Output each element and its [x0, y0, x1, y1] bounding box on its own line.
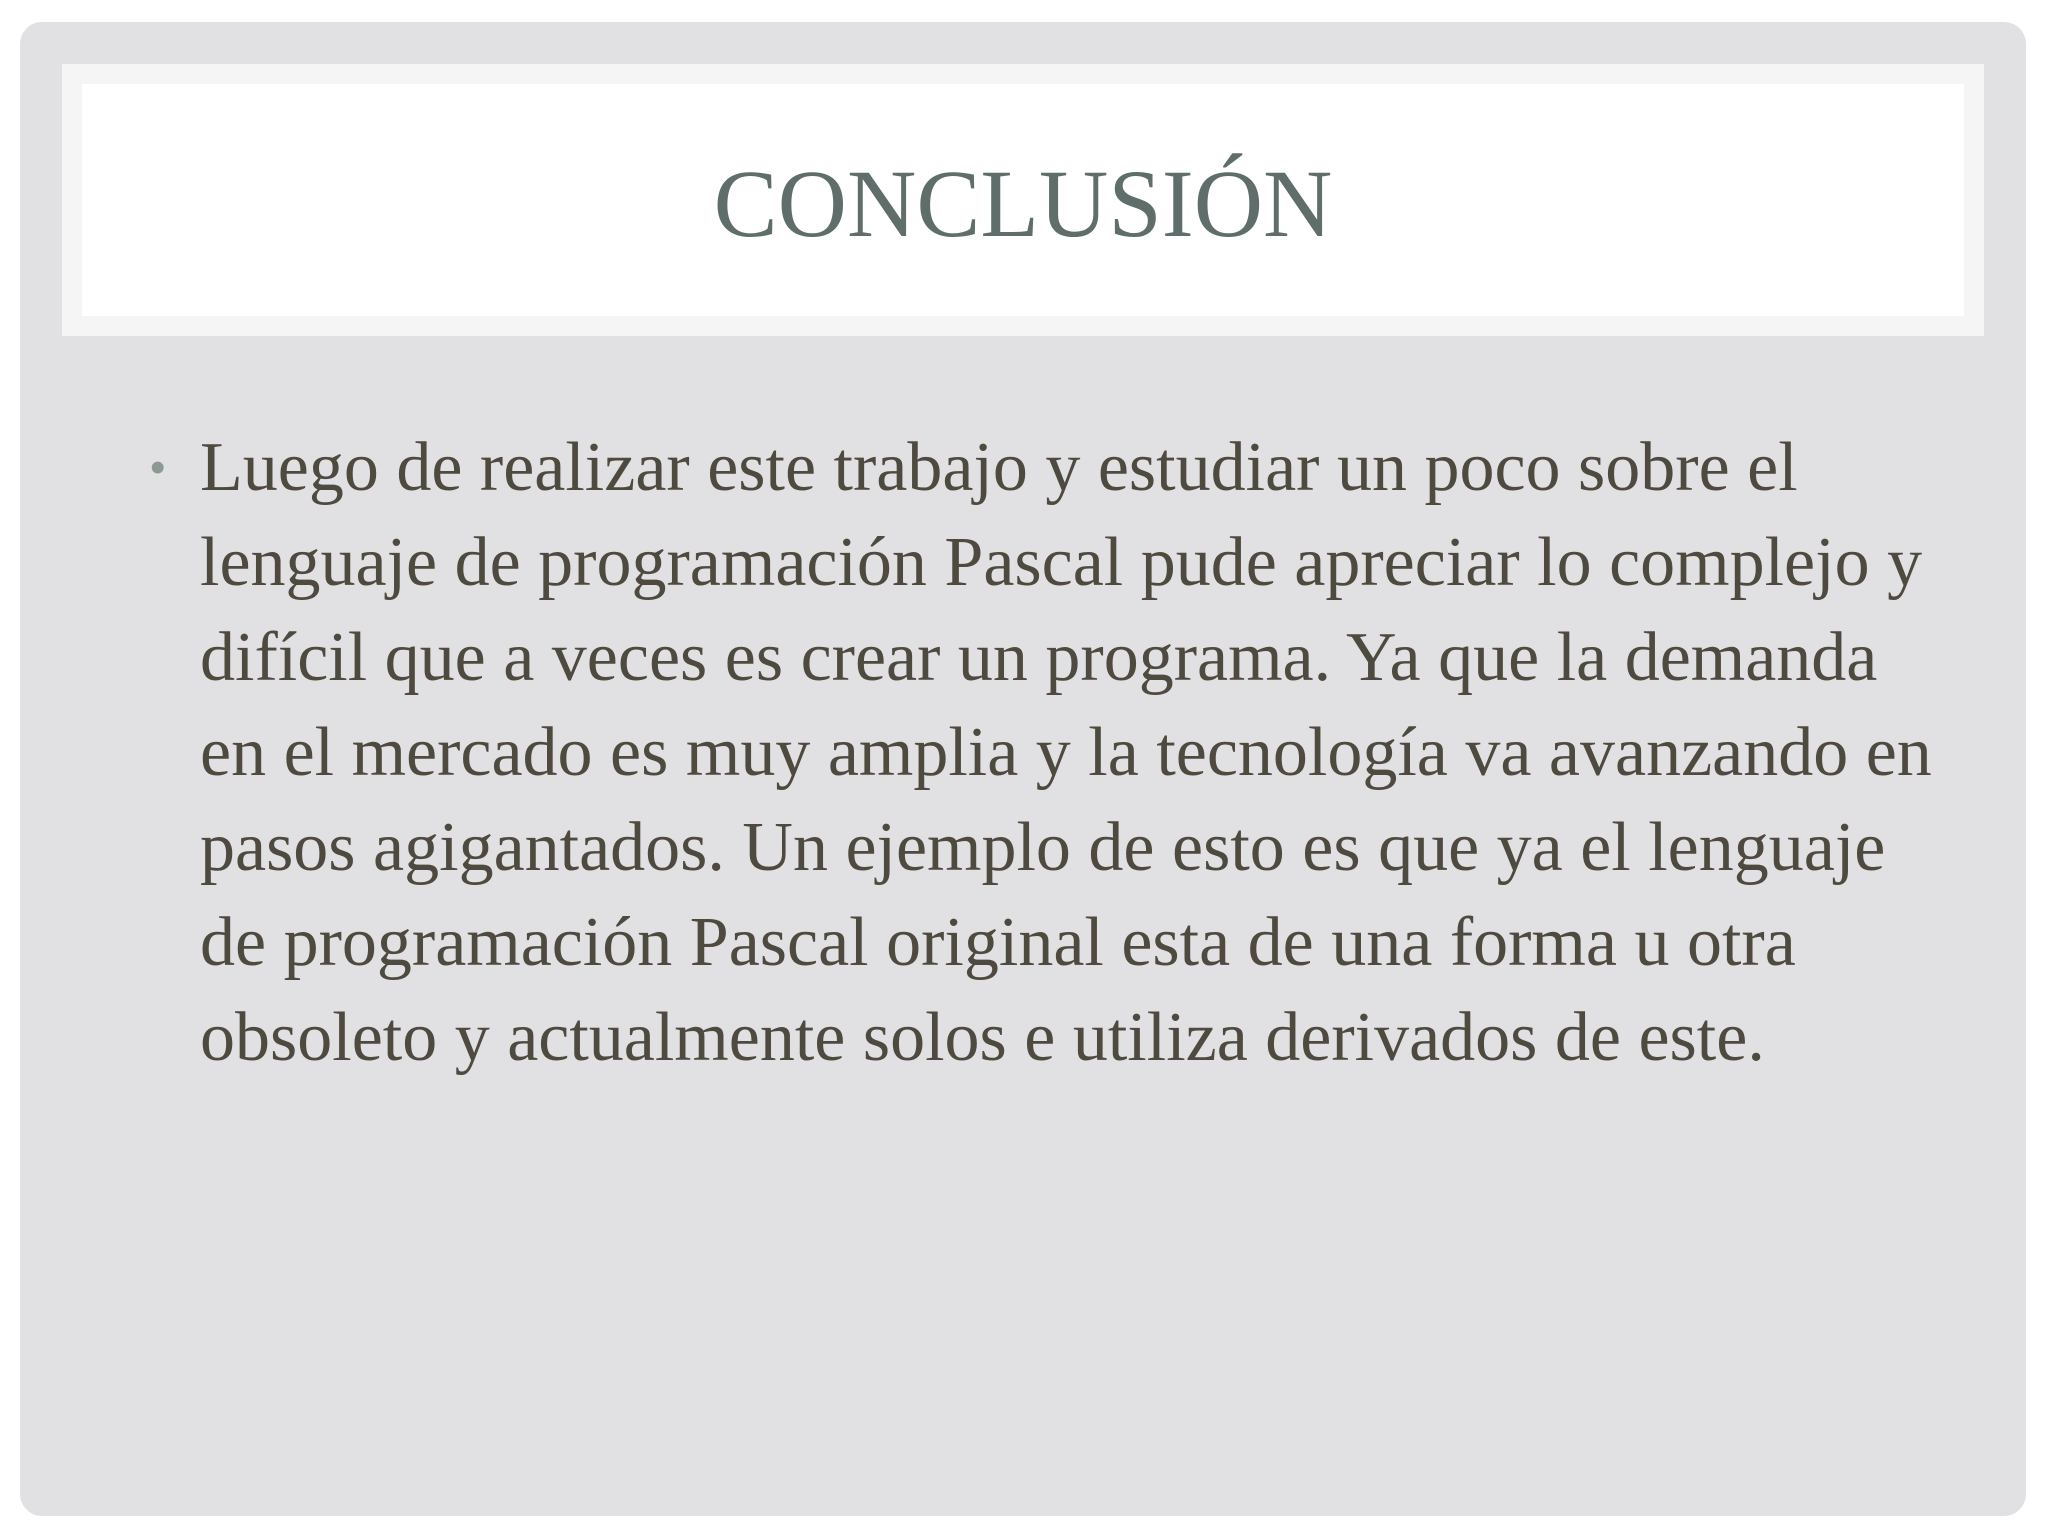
- bullet-text: Luego de realizar este trabajo y estudiar un poco sobre el lenguaje de programación Pascal pude apreciar lo complejo y difícil que a veces es crear un programa. Ya que la demanda en el mercado es muy amplia y la tecnología va avanzando en pasos agigantados. Un ejemplo de esto es que ya el lenguaje de programación Pascal original esta de una forma u otra obsoleto y actualmente solos e utiliza derivados de este.: [200, 429, 1932, 1076]
- slide: [20, 22, 2026, 1516]
- title-frame: [62, 64, 1984, 336]
- bullet-item: [150, 420, 1970, 1085]
- bullet-marker: •: [150, 443, 166, 492]
- title-box: [82, 84, 1964, 316]
- slide-title: CONCLUSIÓN: [713, 150, 1333, 257]
